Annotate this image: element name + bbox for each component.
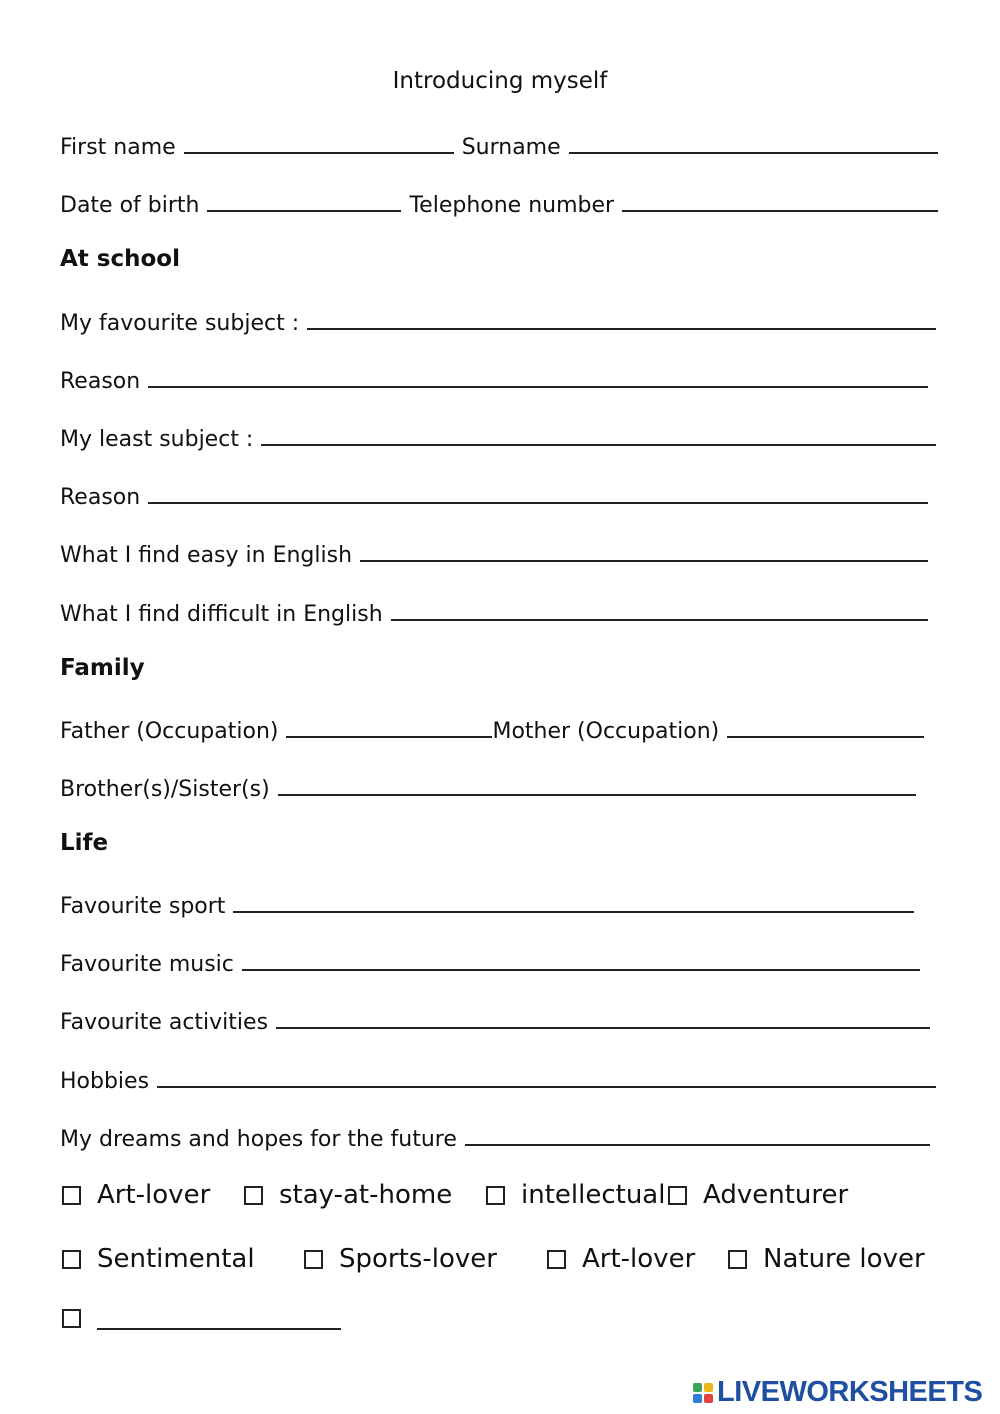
option-sentimental[interactable] bbox=[62, 1244, 255, 1274]
reason-field-1[interactable] bbox=[148, 386, 928, 388]
dreams-label: My dreams and hopes for the future bbox=[60, 1127, 457, 1152]
father-label: Father (Occupation) bbox=[60, 719, 279, 744]
reason-label-2: Reason bbox=[60, 485, 141, 510]
mother-field[interactable] bbox=[727, 736, 924, 738]
option-label: intellectual bbox=[521, 1180, 666, 1210]
easy-english-label: What I find easy in English bbox=[60, 543, 353, 568]
checkbox-icon[interactable] bbox=[728, 1250, 747, 1269]
liveworksheets-logo bbox=[693, 1376, 982, 1409]
option-adventurer[interactable] bbox=[668, 1180, 848, 1210]
hobbies-row bbox=[60, 1054, 936, 1094]
date-of-birth-field[interactable] bbox=[207, 210, 401, 212]
favourite-subject-row bbox=[60, 296, 936, 336]
liveworksheets-logo-icon bbox=[693, 1383, 713, 1403]
option-intellectual[interactable] bbox=[486, 1180, 665, 1210]
option-label: stay-at-home bbox=[279, 1180, 453, 1210]
option-art-lover[interactable] bbox=[62, 1180, 210, 1210]
option-label: Nature lover bbox=[763, 1244, 925, 1274]
reason-field-2[interactable] bbox=[148, 502, 928, 504]
reason-row-2 bbox=[60, 470, 928, 510]
hobbies-field[interactable] bbox=[157, 1086, 936, 1088]
checkbox-icon[interactable] bbox=[62, 1309, 81, 1328]
mother-label: Mother (Occupation) bbox=[492, 719, 720, 744]
option-nature-lover[interactable] bbox=[728, 1244, 925, 1274]
option-label: Sentimental bbox=[97, 1244, 255, 1274]
activities-row bbox=[60, 995, 930, 1035]
difficult-english-row bbox=[60, 587, 928, 627]
difficult-english-field[interactable] bbox=[391, 619, 928, 621]
other-option-field[interactable] bbox=[97, 1328, 341, 1330]
dreams-row bbox=[60, 1112, 930, 1152]
activities-label: Favourite activities bbox=[60, 1010, 269, 1035]
sport-field[interactable] bbox=[233, 911, 914, 913]
hobbies-label: Hobbies bbox=[60, 1069, 150, 1094]
easy-english-row bbox=[60, 528, 928, 568]
least-subject-row bbox=[60, 412, 936, 452]
telephone-field[interactable] bbox=[622, 210, 938, 212]
telephone-label: Telephone number bbox=[409, 193, 615, 218]
option-sports-lover[interactable] bbox=[304, 1244, 497, 1274]
checkbox-icon[interactable] bbox=[304, 1250, 323, 1269]
least-subject-label: My least subject : bbox=[60, 427, 254, 452]
birth-phone-row bbox=[60, 178, 938, 218]
parents-row bbox=[60, 704, 924, 744]
favourite-subject-label: My favourite subject : bbox=[60, 311, 300, 336]
surname-label: Surname bbox=[461, 135, 561, 160]
option-art-lover-2[interactable] bbox=[547, 1244, 695, 1274]
checkbox-icon[interactable] bbox=[547, 1250, 566, 1269]
name-row bbox=[60, 120, 938, 160]
music-field[interactable] bbox=[242, 969, 920, 971]
least-subject-field[interactable] bbox=[261, 444, 936, 446]
easy-english-field[interactable] bbox=[360, 560, 928, 562]
first-name-label: First name bbox=[60, 135, 176, 160]
liveworksheets-brand-name: LIVEWORKSHEETS bbox=[717, 1376, 983, 1408]
first-name-field[interactable] bbox=[184, 152, 454, 154]
option-label: Art-lover bbox=[97, 1180, 211, 1210]
favourite-subject-field[interactable] bbox=[307, 328, 936, 330]
checkbox-icon[interactable] bbox=[62, 1186, 81, 1205]
checkbox-icon[interactable] bbox=[486, 1186, 505, 1205]
siblings-row bbox=[60, 762, 916, 802]
option-other[interactable] bbox=[62, 1306, 341, 1330]
section-heading-life: Life bbox=[60, 830, 109, 856]
checkbox-icon[interactable] bbox=[62, 1250, 81, 1269]
option-label: Sports-lover bbox=[339, 1244, 497, 1274]
option-label: Art-lover bbox=[582, 1244, 696, 1274]
dreams-field[interactable] bbox=[465, 1144, 930, 1146]
checkbox-icon[interactable] bbox=[668, 1186, 687, 1205]
activities-field[interactable] bbox=[276, 1027, 930, 1029]
date-of-birth-label: Date of birth bbox=[60, 193, 200, 218]
siblings-field[interactable] bbox=[278, 794, 916, 796]
surname-field[interactable] bbox=[569, 152, 938, 154]
difficult-english-label: What I find difficult in English bbox=[60, 602, 383, 627]
option-stay-at-home[interactable] bbox=[244, 1180, 452, 1210]
worksheet-title: Introducing myself bbox=[392, 68, 608, 94]
sport-label: Favourite sport bbox=[60, 894, 226, 919]
sport-row bbox=[60, 879, 914, 919]
siblings-label: Brother(s)/Sister(s) bbox=[60, 777, 270, 802]
reason-row-1 bbox=[60, 354, 928, 394]
music-label: Favourite music bbox=[60, 952, 234, 977]
checkbox-icon[interactable] bbox=[244, 1186, 263, 1205]
reason-label-1: Reason bbox=[60, 369, 141, 394]
section-heading-family: Family bbox=[60, 655, 145, 681]
music-row bbox=[60, 937, 920, 977]
father-field[interactable] bbox=[286, 736, 492, 738]
section-heading-school: At school bbox=[60, 246, 180, 272]
option-label: Adventurer bbox=[703, 1180, 849, 1210]
